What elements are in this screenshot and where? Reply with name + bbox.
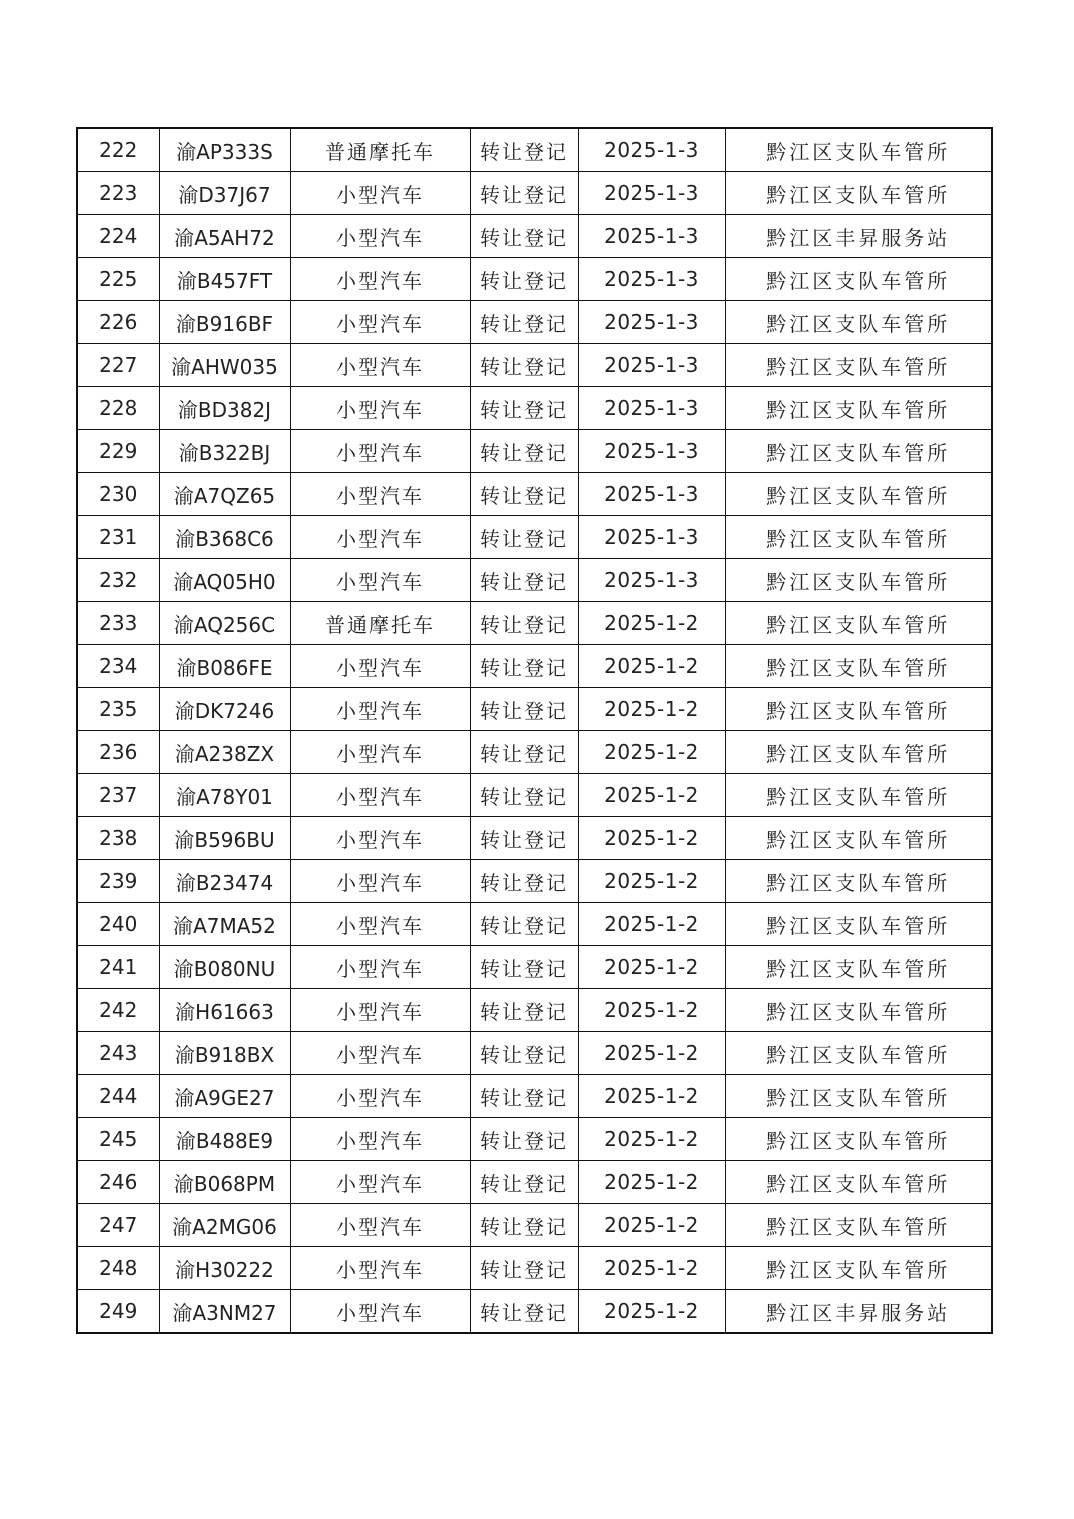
sequence-number-cell: 242 (77, 989, 159, 1032)
vehicle-type-cell: 小型汽车 (290, 172, 470, 215)
business-type-cell: 转让登记 (470, 1032, 578, 1075)
table-row (77, 128, 992, 172)
vehicle-type-cell: 小型汽车 (290, 817, 470, 860)
business-type-cell: 转让登记 (470, 602, 578, 645)
vehicle-type-cell: 小型汽车 (290, 301, 470, 344)
plate-number-cell: 渝B086FE (159, 645, 290, 688)
date-cell: 2025-1-2 (578, 989, 725, 1032)
business-type-cell: 转让登记 (470, 860, 578, 903)
plate-number-cell: 渝B916BF (159, 301, 290, 344)
date-cell: 2025-1-2 (578, 602, 725, 645)
vehicle-type-cell: 小型汽车 (290, 516, 470, 559)
date-cell: 2025-1-2 (578, 645, 725, 688)
sequence-number-cell: 243 (77, 1032, 159, 1075)
vehicle-type-cell: 小型汽车 (290, 473, 470, 516)
table-row (77, 645, 992, 688)
table-row (77, 387, 992, 430)
sequence-number-cell: 233 (77, 602, 159, 645)
plate-number-cell: 渝A238ZX (159, 731, 290, 774)
plate-number-cell: 渝AHW035 (159, 344, 290, 387)
vehicle-type-cell: 普通摩托车 (290, 128, 470, 172)
office-cell: 黔江区支队车管所 (725, 1118, 992, 1161)
office-cell: 黔江区支队车管所 (725, 946, 992, 989)
business-type-cell: 转让登记 (470, 1161, 578, 1204)
date-cell: 2025-1-2 (578, 688, 725, 731)
table-row (77, 731, 992, 774)
office-cell: 黔江区支队车管所 (725, 602, 992, 645)
business-type-cell: 转让登记 (470, 387, 578, 430)
date-cell: 2025-1-3 (578, 258, 725, 301)
plate-number-cell: 渝B080NU (159, 946, 290, 989)
date-cell: 2025-1-3 (578, 559, 725, 602)
plate-number-cell: 渝AQ256C (159, 602, 290, 645)
business-type-cell: 转让登记 (470, 344, 578, 387)
vehicle-type-cell: 小型汽车 (290, 1032, 470, 1075)
business-type-cell: 转让登记 (470, 1204, 578, 1247)
table-row (77, 1161, 992, 1204)
date-cell: 2025-1-2 (578, 1161, 725, 1204)
vehicle-type-cell: 小型汽车 (290, 1161, 470, 1204)
plate-number-cell: 渝H30222 (159, 1247, 290, 1290)
date-cell: 2025-1-2 (578, 1075, 725, 1118)
date-cell: 2025-1-2 (578, 774, 725, 817)
table-row (77, 1075, 992, 1118)
vehicle-type-cell: 小型汽车 (290, 215, 470, 258)
office-cell: 黔江区支队车管所 (725, 817, 992, 860)
date-cell: 2025-1-2 (578, 1032, 725, 1075)
business-type-cell: 转让登记 (470, 301, 578, 344)
sequence-number-cell: 245 (77, 1118, 159, 1161)
office-cell: 黔江区支队车管所 (725, 1032, 992, 1075)
table-row (77, 516, 992, 559)
vehicle-type-cell: 小型汽车 (290, 1075, 470, 1118)
vehicle-type-cell: 小型汽车 (290, 344, 470, 387)
plate-number-cell: 渝A3NM27 (159, 1290, 290, 1334)
table-row (77, 774, 992, 817)
sequence-number-cell: 244 (77, 1075, 159, 1118)
date-cell: 2025-1-2 (578, 1247, 725, 1290)
date-cell: 2025-1-2 (578, 731, 725, 774)
table-row (77, 602, 992, 645)
plate-number-cell: 渝DK7246 (159, 688, 290, 731)
plate-number-cell: 渝BD382J (159, 387, 290, 430)
office-cell: 黔江区支队车管所 (725, 516, 992, 559)
table-row (77, 1032, 992, 1075)
business-type-cell: 转让登记 (470, 1118, 578, 1161)
office-cell: 黔江区支队车管所 (725, 903, 992, 946)
business-type-cell: 转让登记 (470, 946, 578, 989)
sequence-number-cell: 225 (77, 258, 159, 301)
date-cell: 2025-1-3 (578, 387, 725, 430)
date-cell: 2025-1-3 (578, 473, 725, 516)
plate-number-cell: 渝A7QZ65 (159, 473, 290, 516)
office-cell: 黔江区丰昇服务站 (725, 1290, 992, 1334)
office-cell: 黔江区支队车管所 (725, 1247, 992, 1290)
table-row (77, 430, 992, 473)
date-cell: 2025-1-2 (578, 946, 725, 989)
plate-number-cell: 渝B918BX (159, 1032, 290, 1075)
table-row (77, 817, 992, 860)
business-type-cell: 转让登记 (470, 430, 578, 473)
date-cell: 2025-1-3 (578, 172, 725, 215)
sequence-number-cell: 239 (77, 860, 159, 903)
table-row (77, 860, 992, 903)
date-cell: 2025-1-2 (578, 1204, 725, 1247)
sequence-number-cell: 235 (77, 688, 159, 731)
office-cell: 黔江区支队车管所 (725, 172, 992, 215)
sequence-number-cell: 223 (77, 172, 159, 215)
business-type-cell: 转让登记 (470, 688, 578, 731)
table-body (77, 128, 992, 1333)
vehicle-type-cell: 小型汽车 (290, 559, 470, 602)
sequence-number-cell: 228 (77, 387, 159, 430)
sequence-number-cell: 248 (77, 1247, 159, 1290)
business-type-cell: 转让登记 (470, 559, 578, 602)
vehicle-type-cell: 小型汽车 (290, 989, 470, 1032)
vehicle-type-cell: 小型汽车 (290, 1290, 470, 1334)
business-type-cell: 转让登记 (470, 172, 578, 215)
office-cell: 黔江区支队车管所 (725, 258, 992, 301)
plate-number-cell: 渝AQ05H0 (159, 559, 290, 602)
table-row (77, 903, 992, 946)
office-cell: 黔江区支队车管所 (725, 989, 992, 1032)
table-row (77, 1290, 992, 1334)
table-row (77, 559, 992, 602)
plate-number-cell: 渝A2MG06 (159, 1204, 290, 1247)
table-row (77, 1118, 992, 1161)
vehicle-type-cell: 小型汽车 (290, 1247, 470, 1290)
vehicle-type-cell: 小型汽车 (290, 1204, 470, 1247)
table-row (77, 215, 992, 258)
office-cell: 黔江区支队车管所 (725, 301, 992, 344)
business-type-cell: 转让登记 (470, 473, 578, 516)
table-row (77, 1204, 992, 1247)
vehicle-type-cell: 小型汽车 (290, 903, 470, 946)
date-cell: 2025-1-3 (578, 516, 725, 559)
plate-number-cell: 渝B068PM (159, 1161, 290, 1204)
business-type-cell: 转让登记 (470, 128, 578, 172)
business-type-cell: 转让登记 (470, 1290, 578, 1334)
vehicle-type-cell: 小型汽车 (290, 1118, 470, 1161)
vehicle-type-cell: 小型汽车 (290, 774, 470, 817)
office-cell: 黔江区支队车管所 (725, 128, 992, 172)
sequence-number-cell: 234 (77, 645, 159, 688)
sequence-number-cell: 227 (77, 344, 159, 387)
date-cell: 2025-1-2 (578, 903, 725, 946)
business-type-cell: 转让登记 (470, 817, 578, 860)
sequence-number-cell: 232 (77, 559, 159, 602)
sequence-number-cell: 224 (77, 215, 159, 258)
table-row (77, 172, 992, 215)
sequence-number-cell: 240 (77, 903, 159, 946)
vehicle-type-cell: 小型汽车 (290, 258, 470, 301)
office-cell: 黔江区支队车管所 (725, 1161, 992, 1204)
office-cell: 黔江区支队车管所 (725, 387, 992, 430)
registration-table (76, 127, 993, 1334)
office-cell: 黔江区支队车管所 (725, 473, 992, 516)
plate-number-cell: 渝B596BU (159, 817, 290, 860)
business-type-cell: 转让登记 (470, 774, 578, 817)
business-type-cell: 转让登记 (470, 1247, 578, 1290)
table-row (77, 344, 992, 387)
office-cell: 黔江区支队车管所 (725, 1204, 992, 1247)
vehicle-type-cell: 小型汽车 (290, 387, 470, 430)
sequence-number-cell: 246 (77, 1161, 159, 1204)
vehicle-type-cell: 小型汽车 (290, 430, 470, 473)
date-cell: 2025-1-2 (578, 1290, 725, 1334)
sequence-number-cell: 238 (77, 817, 159, 860)
business-type-cell: 转让登记 (470, 989, 578, 1032)
table-row (77, 688, 992, 731)
plate-number-cell: 渝B368C6 (159, 516, 290, 559)
vehicle-type-cell: 普通摩托车 (290, 602, 470, 645)
business-type-cell: 转让登记 (470, 903, 578, 946)
table-row (77, 946, 992, 989)
vehicle-type-cell: 小型汽车 (290, 946, 470, 989)
vehicle-type-cell: 小型汽车 (290, 860, 470, 903)
office-cell: 黔江区支队车管所 (725, 774, 992, 817)
office-cell: 黔江区丰昇服务站 (725, 215, 992, 258)
plate-number-cell: 渝B457FT (159, 258, 290, 301)
date-cell: 2025-1-2 (578, 817, 725, 860)
plate-number-cell: 渝B23474 (159, 860, 290, 903)
sequence-number-cell: 236 (77, 731, 159, 774)
plate-number-cell: 渝A78Y01 (159, 774, 290, 817)
sequence-number-cell: 237 (77, 774, 159, 817)
office-cell: 黔江区支队车管所 (725, 731, 992, 774)
office-cell: 黔江区支队车管所 (725, 430, 992, 473)
business-type-cell: 转让登记 (470, 516, 578, 559)
office-cell: 黔江区支队车管所 (725, 860, 992, 903)
date-cell: 2025-1-3 (578, 128, 725, 172)
plate-number-cell: 渝A7MA52 (159, 903, 290, 946)
sequence-number-cell: 247 (77, 1204, 159, 1247)
plate-number-cell: 渝B488E9 (159, 1118, 290, 1161)
sequence-number-cell: 249 (77, 1290, 159, 1334)
plate-number-cell: 渝AP333S (159, 128, 290, 172)
sequence-number-cell: 241 (77, 946, 159, 989)
business-type-cell: 转让登记 (470, 731, 578, 774)
vehicle-type-cell: 小型汽车 (290, 688, 470, 731)
date-cell: 2025-1-3 (578, 215, 725, 258)
date-cell: 2025-1-2 (578, 860, 725, 903)
date-cell: 2025-1-3 (578, 344, 725, 387)
plate-number-cell: 渝D37J67 (159, 172, 290, 215)
office-cell: 黔江区支队车管所 (725, 645, 992, 688)
vehicle-type-cell: 小型汽车 (290, 645, 470, 688)
sequence-number-cell: 229 (77, 430, 159, 473)
date-cell: 2025-1-3 (578, 430, 725, 473)
sequence-number-cell: 231 (77, 516, 159, 559)
office-cell: 黔江区支队车管所 (725, 1075, 992, 1118)
office-cell: 黔江区支队车管所 (725, 344, 992, 387)
table-row (77, 989, 992, 1032)
business-type-cell: 转让登记 (470, 645, 578, 688)
table-row (77, 301, 992, 344)
table-row (77, 258, 992, 301)
sequence-number-cell: 226 (77, 301, 159, 344)
table-row (77, 473, 992, 516)
plate-number-cell: 渝H61663 (159, 989, 290, 1032)
table-row (77, 1247, 992, 1290)
plate-number-cell: 渝A9GE27 (159, 1075, 290, 1118)
date-cell: 2025-1-3 (578, 301, 725, 344)
plate-number-cell: 渝A5AH72 (159, 215, 290, 258)
business-type-cell: 转让登记 (470, 258, 578, 301)
plate-number-cell: 渝B322BJ (159, 430, 290, 473)
vehicle-type-cell: 小型汽车 (290, 731, 470, 774)
business-type-cell: 转让登记 (470, 1075, 578, 1118)
office-cell: 黔江区支队车管所 (725, 688, 992, 731)
sequence-number-cell: 222 (77, 128, 159, 172)
sequence-number-cell: 230 (77, 473, 159, 516)
business-type-cell: 转让登记 (470, 215, 578, 258)
date-cell: 2025-1-2 (578, 1118, 725, 1161)
office-cell: 黔江区支队车管所 (725, 559, 992, 602)
